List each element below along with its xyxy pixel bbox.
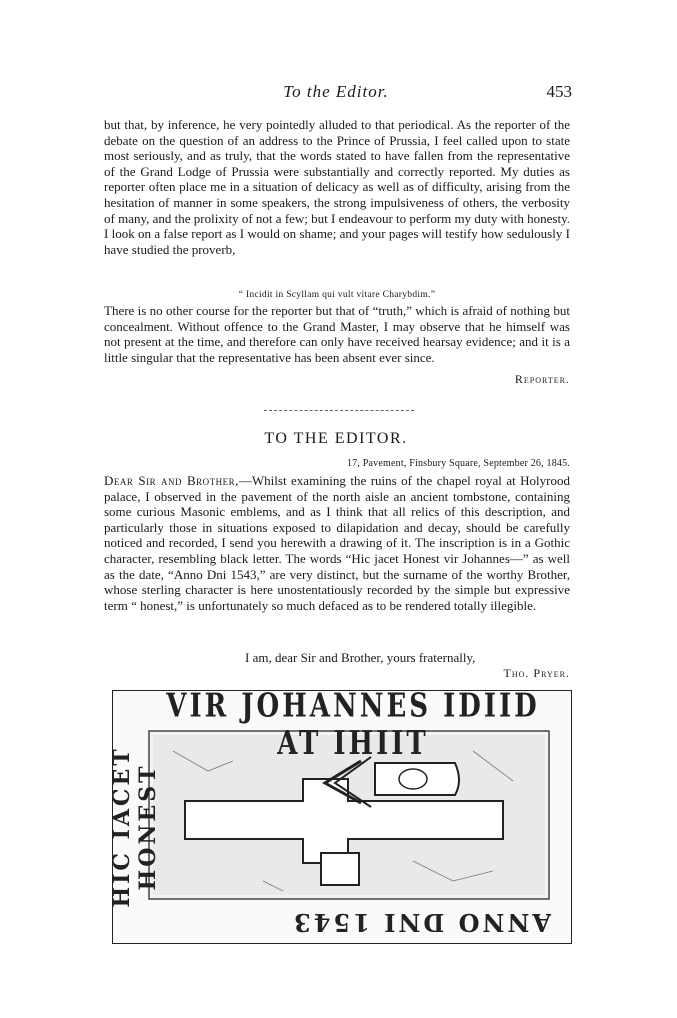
inscription-bottom: ANNO DNI 1543 bbox=[291, 908, 551, 937]
letter-signature: Tho. Pryer. bbox=[503, 666, 570, 680]
salutation: Dear Sir and Brother, bbox=[104, 473, 239, 488]
letter-body bbox=[104, 473, 570, 613]
letter-closing: I am, dear Sir and Brother, yours fraternally, bbox=[245, 650, 476, 665]
paragraph-text: There is no other course for the reporter but that of “truth,” which is afraid of nothing but concealment. Without offence to the Grand Master, I may observe that he himself was not present at the time, and therefore can only have received hearsay evidence; and it is a little singular that the representative has been absent ever since. bbox=[104, 303, 570, 365]
section-divider bbox=[264, 410, 414, 411]
latin-proverb: “ Incidit in Scyllam qui vult vitare Charybdim.” bbox=[238, 290, 436, 300]
inscription-top: VIR JOHANNES IDIID AT IHIIT bbox=[166, 687, 540, 763]
letter-text: —Whilst examining the ruins of the chapel royal at Holyrood palace, I observed in the pavement of the north aisle an ancient tombstone, containing some curious Masonic emblems, and as I think that all relics of this description, and particularly those in situations exposed to dilapidation and decay, should be carefully noticed and recorded, I send you herewith a drawing of it. The inscription is in a Gothic character, resembling black letter. The words “Hic jacet Honest vir Johannes—” as well as the date, “Anno Dni 1543,” are very distinct, but the surname of the worthy Brother, whose sterling character is here unostentatiously recorded by the simple but expressive term “ honest,” is unfortunately so much defaced as to be rendered totally illegible. bbox=[104, 473, 570, 613]
reporter-signature: Reporter. bbox=[514, 372, 570, 386]
paragraph-text: but that, by inference, he very pointedly alluded to that periodical. As the reporter of the debate on the question of an address to the Prince of Prussia, I feel called upon to state most seriously, and as truly, that the words stated to have fallen from the representative of the Grand Lodge of Prussia were substantially and correctly reported. My duties as reporter often place me in a situation of delicacy as well as of difficulty, arising from the hesitation of manner in some speakers, the strong impulsiveness of others, the verbosity of many, and the prolixity of not a few; but I endeavour to perform my duty with honesty. I look on a false report as I would on shame; and your pages will testify how sedulously I have studied the proverb, bbox=[104, 117, 570, 257]
tombstone-drawing bbox=[109, 687, 572, 944]
page-number: 453 bbox=[546, 82, 572, 101]
letter-heading: TO THE EDITOR. bbox=[264, 430, 408, 447]
mallet-emblem bbox=[375, 763, 459, 795]
page-header bbox=[100, 82, 572, 104]
reporter-paragraph-2 bbox=[104, 303, 570, 365]
letter-address: 17, Pavement, Finsbury Square, September 26, 1845. bbox=[346, 458, 570, 469]
reporter-paragraph-1 bbox=[104, 117, 570, 257]
running-title: To the Editor. bbox=[283, 82, 389, 101]
inscription-left: HIC IACET HONEST bbox=[109, 746, 161, 908]
letter-paragraph bbox=[104, 473, 570, 613]
stone-block-emblem bbox=[321, 853, 359, 885]
